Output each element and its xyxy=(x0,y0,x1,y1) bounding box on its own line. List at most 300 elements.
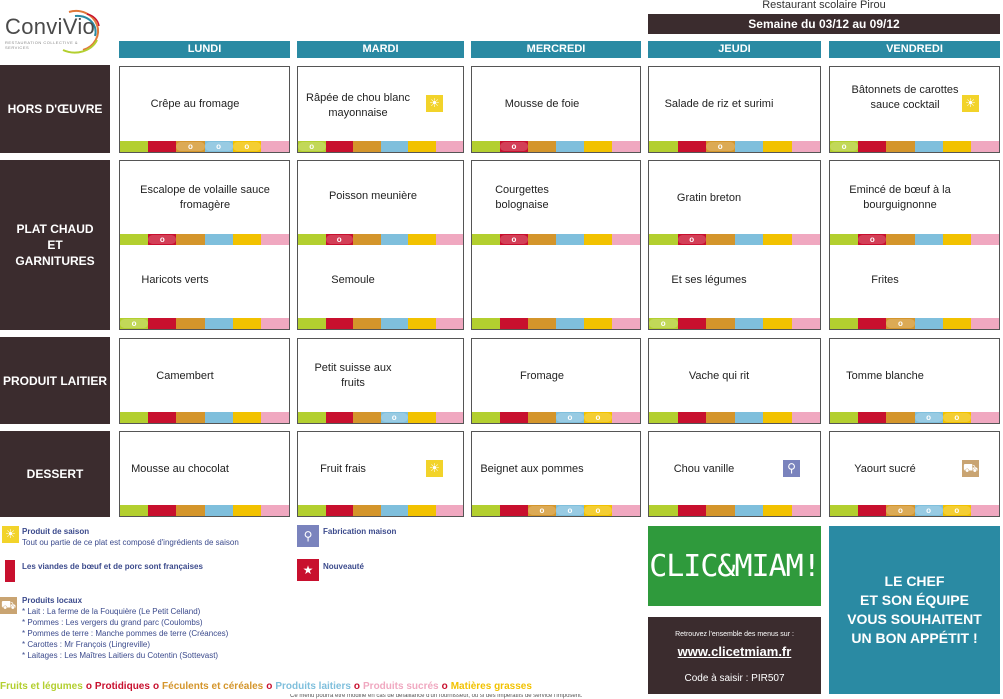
day-header-jeudi: JEUDI xyxy=(648,41,821,58)
food-group-segment xyxy=(326,505,354,516)
food-group-segment xyxy=(830,234,858,245)
food-group-segment xyxy=(472,141,500,152)
food-group-segment xyxy=(261,234,289,245)
food-group-bar xyxy=(472,234,640,245)
day-header-lundi: LUNDI xyxy=(119,41,290,58)
food-group-segment xyxy=(915,412,943,423)
food-group-segment xyxy=(858,234,886,245)
food-group-segment xyxy=(436,412,464,423)
food-group-segment xyxy=(353,318,381,329)
food-group-segment xyxy=(886,318,914,329)
dish-name: Et ses légumes xyxy=(671,274,747,286)
menu-cell xyxy=(297,245,464,330)
sun-icon: ☀ xyxy=(426,95,443,112)
food-group-segment xyxy=(649,412,678,423)
day-header-mercredi: MERCREDI xyxy=(471,41,641,58)
food-group-bar xyxy=(472,318,640,329)
food-group-segment xyxy=(584,141,612,152)
menu-cell xyxy=(829,66,1000,153)
menu-cell xyxy=(471,66,641,153)
food-group-segment xyxy=(436,318,464,329)
menu-cell xyxy=(471,160,641,245)
tractor-icon: ⛟ xyxy=(962,461,979,475)
menu-cell xyxy=(829,431,1000,517)
food-group-segment xyxy=(120,141,148,152)
food-group-segment xyxy=(943,412,971,423)
food-group-segment xyxy=(858,141,886,152)
dish-name: Mousse au chocolat xyxy=(131,463,229,475)
dish-name: Crêpe au fromage xyxy=(150,98,240,110)
legend-new: Nouveauté xyxy=(323,562,364,571)
food-group-bar xyxy=(649,234,820,245)
food-group-segment xyxy=(943,505,971,516)
food-group-segment xyxy=(649,234,678,245)
food-group-segment xyxy=(830,141,858,152)
food-group-segment xyxy=(612,318,640,329)
category-label: Produits laitiers xyxy=(275,681,351,692)
food-group-segment xyxy=(261,141,289,152)
food-group-segment xyxy=(886,505,914,516)
food-group-bar xyxy=(120,412,289,423)
food-group-segment xyxy=(858,412,886,423)
legend-homemade: Fabrication maison xyxy=(323,527,397,536)
menu-cell xyxy=(297,338,464,424)
food-group-marker: o xyxy=(556,506,584,515)
day-header-vendredi: VENDREDI xyxy=(829,41,1000,58)
menu-cell xyxy=(119,66,290,153)
food-group-segment xyxy=(763,141,792,152)
food-group-marker: o xyxy=(326,235,354,244)
food-group-segment xyxy=(556,141,584,152)
food-group-segment xyxy=(472,505,500,516)
food-group-segment xyxy=(678,318,707,329)
whisk-icon: ⚲ xyxy=(783,460,800,477)
row-label-produit-laitier: PRODUIT LAITIER xyxy=(0,337,110,424)
menu-cell xyxy=(829,245,1000,330)
dish-name: Tomme blanche xyxy=(846,370,924,382)
food-group-bar xyxy=(830,318,999,329)
dish-name: Beignet aux pommes xyxy=(480,463,584,475)
food-group-marker: o xyxy=(120,319,148,328)
food-group-segment xyxy=(556,412,584,423)
dish-name: Fromage xyxy=(519,370,565,382)
food-group-segment xyxy=(971,141,999,152)
food-group-segment xyxy=(148,141,176,152)
food-group-segment xyxy=(915,234,943,245)
legend-local-item: * Pommes : Les vergers du grand parc (Coulombs) xyxy=(22,618,203,627)
menu-cell xyxy=(648,245,821,330)
legend-season-text: Tout ou partie de ce plat est composé d'ingrédients de saison xyxy=(22,538,239,547)
menu-cell xyxy=(471,338,641,424)
food-group-segment xyxy=(886,234,914,245)
food-group-marker: o xyxy=(858,235,886,244)
website-code: Code à saisir : PIR507 xyxy=(684,673,785,684)
menu-cell xyxy=(471,431,641,517)
food-group-segment xyxy=(858,318,886,329)
food-group-segment xyxy=(706,234,735,245)
food-group-segment xyxy=(233,234,261,245)
food-group-segment xyxy=(120,234,148,245)
day-header-mardi: MARDI xyxy=(297,41,464,58)
food-group-segment xyxy=(584,412,612,423)
food-group-segment xyxy=(436,141,464,152)
food-group-segment xyxy=(792,318,821,329)
food-group-segment xyxy=(763,412,792,423)
food-group-segment xyxy=(971,505,999,516)
legend-season xyxy=(22,526,292,548)
menu-cell xyxy=(829,160,1000,245)
food-group-segment xyxy=(205,141,233,152)
food-group-segment xyxy=(735,318,764,329)
food-group-segment xyxy=(500,318,528,329)
food-group-marker: o xyxy=(584,506,612,515)
sun-icon: ☀ xyxy=(962,95,979,112)
food-group-bar xyxy=(649,412,820,423)
menu-cell xyxy=(648,338,821,424)
food-group-segment xyxy=(176,318,204,329)
food-group-segment xyxy=(915,505,943,516)
food-group-segment xyxy=(381,234,409,245)
food-group-segment xyxy=(353,505,381,516)
food-group-segment xyxy=(381,318,409,329)
food-group-segment xyxy=(408,234,436,245)
food-group-segment xyxy=(612,141,640,152)
food-group-segment xyxy=(472,318,500,329)
menu-cell xyxy=(648,66,821,153)
dish-name: Escalope de volaille sauce fromagère xyxy=(140,184,270,211)
food-group-segment xyxy=(500,412,528,423)
food-group-segment xyxy=(528,234,556,245)
legend-season-title: Produit de saison xyxy=(22,527,90,536)
food-group-segment xyxy=(381,412,409,423)
food-group-segment xyxy=(584,234,612,245)
menu-cell xyxy=(119,160,290,245)
chef-line: ET SON ÉQUIPE xyxy=(860,592,969,608)
food-group-segment xyxy=(120,412,148,423)
food-group-segment xyxy=(353,234,381,245)
category-separator: o xyxy=(152,681,160,692)
food-group-segment xyxy=(678,234,707,245)
food-group-marker: o xyxy=(886,319,914,328)
food-group-segment xyxy=(763,234,792,245)
food-group-segment xyxy=(500,505,528,516)
food-group-segment xyxy=(261,505,289,516)
food-group-segment xyxy=(706,318,735,329)
logo-name: ConviVio xyxy=(5,14,96,39)
category-label: Féculents et céréales xyxy=(162,681,264,692)
food-group-segment xyxy=(612,412,640,423)
food-group-segment xyxy=(556,318,584,329)
food-group-segment xyxy=(326,412,354,423)
menu-cell xyxy=(119,245,290,330)
food-group-bar xyxy=(298,234,463,245)
category-separator: o xyxy=(353,681,361,692)
food-group-segment xyxy=(408,141,436,152)
dish-name: Bâtonnets de carottes sauce cocktail xyxy=(851,84,959,111)
food-group-segment xyxy=(735,141,764,152)
food-group-bar xyxy=(649,318,820,329)
food-group-segment xyxy=(326,234,354,245)
food-group-marker: o xyxy=(500,235,528,244)
category-label: Protidiques xyxy=(94,681,150,692)
food-group-segment xyxy=(792,234,821,245)
dish-name: Camembert xyxy=(156,370,214,382)
sun-icon: ☀ xyxy=(426,460,443,477)
food-group-segment xyxy=(678,141,707,152)
legend-local-item: * Laitages : Les Maîtres Laitiers du Cotentin (Sottevast) xyxy=(22,651,219,660)
food-group-bar xyxy=(120,505,289,516)
food-group-segment xyxy=(148,412,176,423)
legend-local xyxy=(22,595,292,661)
food-group-segment xyxy=(943,141,971,152)
menu-cell xyxy=(119,431,290,517)
website-intro: Retrouvez l'ensemble des menus sur : xyxy=(675,631,794,638)
food-group-segment xyxy=(472,412,500,423)
restaurant-name: Restaurant scolaire Pirou xyxy=(762,0,886,11)
food-category-legend xyxy=(0,680,650,694)
food-group-marker: o xyxy=(678,235,707,244)
food-group-bar xyxy=(298,141,463,152)
food-group-marker: o xyxy=(205,142,233,151)
food-group-segment xyxy=(915,318,943,329)
food-group-segment xyxy=(298,412,326,423)
food-group-marker: o xyxy=(830,142,858,151)
food-group-marker: o xyxy=(381,413,409,422)
food-group-segment xyxy=(971,318,999,329)
food-group-segment xyxy=(148,318,176,329)
tractor-icon: ⛟ xyxy=(0,598,17,612)
food-group-segment xyxy=(528,141,556,152)
food-group-segment xyxy=(763,318,792,329)
week-banner: Semaine du 03/12 au 09/12 xyxy=(648,14,1000,34)
meat-flag-icon xyxy=(5,560,15,582)
food-group-segment xyxy=(381,141,409,152)
menu-cell xyxy=(119,338,290,424)
food-group-marker: o xyxy=(943,506,971,515)
food-group-bar xyxy=(649,141,820,152)
menu-cell xyxy=(297,431,464,517)
food-group-segment xyxy=(792,412,821,423)
food-group-segment xyxy=(436,234,464,245)
menu-cell xyxy=(648,160,821,245)
food-group-segment xyxy=(500,141,528,152)
food-group-marker: o xyxy=(298,142,326,151)
legend-local-item: * Carottes : Mr François (Lingreville) xyxy=(22,640,151,649)
dish-name: Poisson meunière xyxy=(328,190,418,202)
dish-name: Mousse de foie xyxy=(504,98,580,110)
chef-line: LE CHEF xyxy=(884,573,945,589)
food-group-segment xyxy=(233,141,261,152)
food-group-segment xyxy=(261,412,289,423)
dish-name: Emincé de bœuf à la bourguignonne xyxy=(849,184,951,211)
food-group-segment xyxy=(706,505,735,516)
food-group-marker: o xyxy=(176,142,204,151)
dish-name: Yaourt sucré xyxy=(854,463,916,475)
star-icon: ★ xyxy=(297,559,319,581)
food-group-marker: o xyxy=(584,413,612,422)
footer-note: Ce menu pourra être modifié en cas de défaillance d'un fournisseur, ou si des impératifs de service l'imposent. xyxy=(290,694,583,699)
clic-miam-banner xyxy=(648,526,821,606)
food-group-segment xyxy=(233,318,261,329)
food-group-segment xyxy=(830,318,858,329)
food-group-marker: o xyxy=(649,319,678,328)
menu-cell xyxy=(297,66,464,153)
food-group-bar xyxy=(298,505,463,516)
category-separator: o xyxy=(266,681,273,692)
row-label-hors-doeuvre: HORS D'ŒUVRE xyxy=(0,65,110,153)
food-group-bar xyxy=(830,141,999,152)
legend-local-item: * Lait : La ferme de la Fouquière (Le Petit Celland) xyxy=(22,607,201,616)
food-group-segment xyxy=(176,141,204,152)
food-group-segment xyxy=(528,412,556,423)
food-group-segment xyxy=(176,234,204,245)
food-group-bar xyxy=(830,505,999,516)
food-group-segment xyxy=(298,318,326,329)
food-group-segment xyxy=(830,505,858,516)
menu-cell xyxy=(829,338,1000,424)
menu-cell xyxy=(297,160,464,245)
dish-name: Semoule xyxy=(331,274,375,286)
food-group-segment xyxy=(612,505,640,516)
dish-name: Chou vanille xyxy=(673,463,735,475)
clic-miam-logo: CLIC&MIAM! xyxy=(649,548,820,584)
food-group-marker: o xyxy=(528,506,556,515)
food-group-segment xyxy=(706,141,735,152)
legend-local-title: Produits locaux xyxy=(22,596,83,605)
food-group-segment xyxy=(120,318,148,329)
food-group-segment xyxy=(735,412,764,423)
dish-name: Gratin breton xyxy=(676,192,742,204)
menu-cell xyxy=(471,245,641,330)
food-group-segment xyxy=(943,318,971,329)
food-group-bar xyxy=(830,412,999,423)
website-box xyxy=(648,617,821,694)
food-group-segment xyxy=(408,318,436,329)
food-group-bar xyxy=(298,318,463,329)
food-group-segment xyxy=(556,505,584,516)
food-group-segment xyxy=(298,505,326,516)
convivio-logo xyxy=(3,6,103,56)
food-group-segment xyxy=(436,505,464,516)
food-group-segment xyxy=(735,505,764,516)
food-group-segment xyxy=(858,505,886,516)
food-group-segment xyxy=(528,318,556,329)
food-group-segment xyxy=(261,318,289,329)
food-group-marker: o xyxy=(915,413,943,422)
food-group-segment xyxy=(205,234,233,245)
food-group-marker: o xyxy=(915,506,943,515)
food-group-marker: o xyxy=(943,413,971,422)
food-group-marker: o xyxy=(148,235,176,244)
food-group-marker: o xyxy=(233,142,261,151)
food-group-segment xyxy=(205,318,233,329)
food-group-segment xyxy=(971,412,999,423)
food-group-marker: o xyxy=(500,142,528,151)
dish-name: Haricots verts xyxy=(141,274,209,286)
legend-local-item: * Pommes de terre : Manche pommes de terre (Créances) xyxy=(22,629,229,638)
dish-name: Râpée de chou blanc mayonnaise xyxy=(306,92,410,119)
food-group-marker: o xyxy=(886,506,914,515)
food-group-segment xyxy=(298,234,326,245)
food-group-segment xyxy=(584,318,612,329)
dish-name: Courgettes bolognaise xyxy=(495,184,549,211)
food-group-segment xyxy=(612,234,640,245)
food-group-segment xyxy=(678,505,707,516)
dish-name: Vache qui rit xyxy=(688,370,750,382)
dish-name: Fruit frais xyxy=(320,463,366,475)
food-group-segment xyxy=(408,412,436,423)
food-group-segment xyxy=(830,412,858,423)
food-group-segment xyxy=(500,234,528,245)
category-label: Fruits et légumes xyxy=(0,681,83,692)
category-separator: o xyxy=(85,681,92,692)
food-group-segment xyxy=(326,141,354,152)
chef-line: UN BON APPÉTIT ! xyxy=(851,630,978,646)
menu-cell xyxy=(648,431,821,517)
website-link[interactable]: www.clicetmiam.fr xyxy=(677,644,792,659)
food-group-segment xyxy=(472,234,500,245)
sun-icon: ☀ xyxy=(2,526,19,543)
category-label: Produits sucrés xyxy=(363,681,439,692)
food-group-segment xyxy=(763,505,792,516)
chef-message xyxy=(829,526,1000,694)
food-group-marker: o xyxy=(706,142,735,151)
food-group-segment xyxy=(381,505,409,516)
food-group-segment xyxy=(326,318,354,329)
food-group-segment xyxy=(556,234,584,245)
row-label-plat-chaud: PLAT CHAUD ET GARNITURES xyxy=(0,160,110,330)
food-group-segment xyxy=(353,412,381,423)
food-group-segment xyxy=(148,505,176,516)
food-group-bar xyxy=(120,234,289,245)
food-group-segment xyxy=(120,505,148,516)
legend-meat: Les viandes de bœuf et de porc sont françaises xyxy=(22,562,203,571)
dish-name: Petit suisse aux fruits xyxy=(314,362,392,389)
category-separator: o xyxy=(441,681,448,692)
food-group-segment xyxy=(649,141,678,152)
dish-name: Salade de riz et surimi xyxy=(664,98,774,110)
food-group-bar xyxy=(472,141,640,152)
food-group-segment xyxy=(943,234,971,245)
food-group-segment xyxy=(886,412,914,423)
logo-tagline: RESTAURATION COLLECTIVE & SERVICES xyxy=(5,40,79,50)
food-group-segment xyxy=(353,141,381,152)
food-group-segment xyxy=(205,412,233,423)
food-group-segment xyxy=(706,412,735,423)
food-group-segment xyxy=(528,505,556,516)
food-group-segment xyxy=(298,141,326,152)
food-group-segment xyxy=(971,234,999,245)
chef-line: VOUS SOUHAITENT xyxy=(847,611,982,627)
food-group-bar xyxy=(830,234,999,245)
food-group-marker: o xyxy=(556,413,584,422)
food-group-segment xyxy=(886,141,914,152)
food-group-segment xyxy=(649,505,678,516)
whisk-icon: ⚲ xyxy=(297,525,319,547)
food-group-segment xyxy=(148,234,176,245)
food-group-segment xyxy=(792,505,821,516)
row-label-dessert: DESSERT xyxy=(0,431,110,517)
food-group-segment xyxy=(649,318,678,329)
food-group-segment xyxy=(915,141,943,152)
food-group-segment xyxy=(205,505,233,516)
food-group-bar xyxy=(649,505,820,516)
food-group-segment xyxy=(735,234,764,245)
food-group-segment xyxy=(792,141,821,152)
food-group-segment xyxy=(176,412,204,423)
category-label: Matières grasses xyxy=(450,681,532,692)
food-group-segment xyxy=(678,412,707,423)
